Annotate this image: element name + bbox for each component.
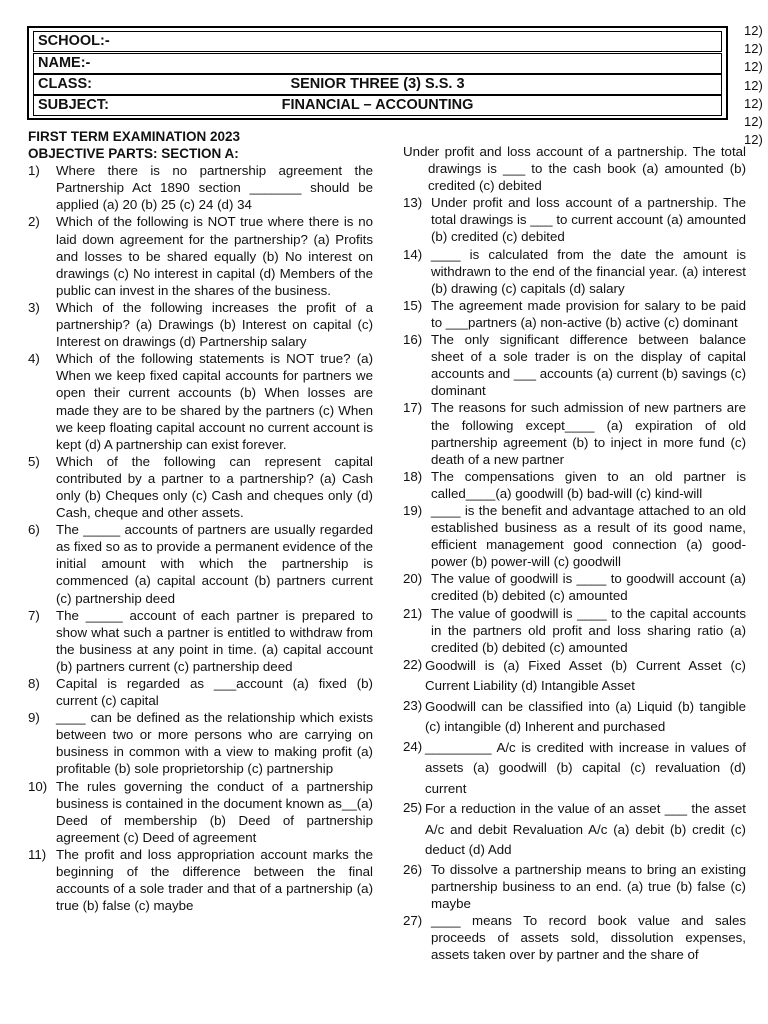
question-number: 24)	[403, 738, 423, 754]
name-row	[33, 53, 722, 74]
question-item	[28, 350, 373, 453]
class-value: SENIOR THREE (3) S.S. 3	[290, 76, 465, 92]
margin-number: 12)	[744, 23, 763, 38]
question-number: 13)	[403, 195, 423, 211]
question-item	[28, 607, 373, 675]
question-item	[403, 570, 746, 604]
question-item	[28, 709, 373, 777]
question-item	[403, 468, 746, 502]
question-item	[403, 799, 746, 861]
question-number: 5)	[28, 453, 40, 469]
name-label: NAME:-	[38, 55, 91, 71]
question-number: 7)	[28, 607, 40, 623]
question-item	[403, 194, 746, 245]
question-text: The value of goodwill is ____ to goodwill account (a) credited (b) debited (c) amounted	[431, 571, 746, 604]
question-text: Goodwill is (a) Fixed Asset (b) Current Asset (c) Current Liability (d) Intangible Asset	[425, 657, 746, 694]
question-item	[403, 246, 746, 297]
exam-header-box	[27, 26, 728, 120]
question-text: Under profit and loss account of a partnership. The total drawings is ___ to current account (a) amounted (b) credited (c) debited	[431, 195, 746, 245]
class-row	[33, 74, 722, 95]
subject-row	[33, 95, 722, 116]
question-text: Which of the following increases the profit of a partnership? (a) Drawings (b) Interest on capital (c) Interest on drawings (d) Partnership salary	[56, 299, 373, 350]
question-item	[28, 778, 373, 846]
question-number: 23)	[403, 697, 423, 713]
question-item	[28, 213, 373, 298]
question-text: ____ is the benefit and advantage attached to an old established business as a result of its good name, efficient management good connection (a) good-power (b) power-will (c) goodwill	[431, 502, 746, 570]
question-number: 10)	[28, 778, 48, 794]
question-number: 4)	[28, 351, 40, 367]
question-text: ____ is calculated from the date the amount is withdrawn to the end of the financial year. (a) interest (b) drawing (c) capitals (d) salary	[431, 246, 746, 296]
margin-number: 12)	[744, 95, 763, 111]
question-number: 20)	[403, 571, 423, 587]
margin-number: 12)	[744, 132, 763, 148]
question-item	[403, 861, 746, 912]
question-text: ____ means To record book value and sales proceeds of assets sold, dissolution expenses, assets taken over by partner and the share of	[431, 913, 746, 963]
question-list-right-b	[403, 656, 746, 861]
question-number: 9)	[28, 710, 40, 726]
margin-number: 12)	[744, 59, 763, 75]
question-item	[28, 299, 373, 350]
question-text: The value of goodwill is ____ to the capital accounts in the partners old profit and loss sharing ratio (a) credited (b) debited (c) amounted	[431, 605, 746, 655]
question-item	[403, 738, 746, 800]
school-row	[33, 31, 722, 52]
question-item	[28, 162, 373, 213]
question-text: The _____ accounts of partners are usually regarded as fixed so as to provide a permanent evidence of the initial amount with which the partnership is commenced (a) capital account (b) partners current (c) partnership deed	[56, 522, 373, 606]
question-number: 14)	[403, 246, 423, 262]
question-number: 19)	[403, 502, 423, 518]
question-number: 1)	[28, 163, 40, 179]
question-number: 21)	[403, 605, 423, 621]
question-item	[28, 675, 373, 709]
question-item	[403, 297, 746, 331]
question-text: Where there is no partnership agreement the Partnership Act 1890 section _______ should be applied (a) 20 (b) 25 (c) 24 (d) 34	[56, 163, 373, 213]
question-item	[403, 399, 746, 467]
question-text: The profit and loss appropriation account marks the beginning of the difference between the final accounts of a sole trader and that of a partnership (a) true (b) false (c) maybe	[56, 846, 373, 914]
margin-number: 12)	[744, 113, 763, 129]
question-list-right-c	[403, 861, 746, 964]
question-number: 8)	[28, 676, 40, 691]
question-text: To dissolve a partnership means to bring an existing partnership business to an end. (a) true (b) false (c) maybe	[431, 861, 746, 911]
subject-label: SUBJECT:	[38, 97, 109, 113]
question-text: The agreement made provision for salary to be paid to ___partners (a) non-active (b) active (c) dominant	[431, 297, 746, 330]
question-item	[403, 697, 746, 738]
question-text: The compensations given to an old partner is called____(a) goodwill (b) bad-will (c) kind-will	[431, 468, 746, 501]
question-list-right	[403, 194, 746, 656]
question-text: The only significant difference between balance sheet of a sole trader is on the display of capital accounts and ___ accounts (a) current (b) savings (c) dominant	[431, 332, 746, 399]
school-label: SCHOOL:-	[38, 33, 110, 49]
question-text: For a reduction in the value of an asset ___ the asset A/c and debit Revaluation A/c (a) debit (b) credit (c) deduct (d) Add	[425, 801, 746, 858]
margin-number: 12)	[744, 77, 763, 93]
question-number: 15)	[403, 297, 423, 313]
question-item	[28, 453, 373, 521]
question-number: 11)	[28, 846, 47, 862]
question-number: 17)	[403, 400, 423, 416]
question-text: Which of the following can represent capital contributed by a partner to a partnership? (a) Cash only (b) Cheques only (c) Cash and cheques only (d) Cash, cheque and other assets.	[56, 453, 373, 521]
question-item	[403, 331, 746, 399]
question-text: Which of the following statements is NOT true? (a) When we keep fixed capital accounts for partners we open their current accounts (b) When losses are made they are to be shared by the partners (c) When we keep floating capital account no current account is kept (d) A partnership can exist forever.	[56, 351, 373, 452]
class-label: CLASS:	[38, 76, 92, 92]
section-title: OBJECTIVE PARTS: SECTION A:	[28, 146, 239, 162]
question-item	[403, 912, 746, 963]
right-column	[403, 143, 746, 963]
question-number: 26)	[403, 861, 423, 877]
question-text: The rules governing the conduct of a partnership business is contained in the document known as__(a) Deed of membership (b) Deed of partnership agreement (c) Deed of agreement	[56, 778, 373, 845]
question-text: ____ can be defined as the relationship which exists between two or more persons who are carrying on business in common with a view to making profit (a) profitable (b) sole proprietorship (c) partnership	[56, 710, 373, 777]
question-number: 27)	[403, 913, 423, 929]
question-text: The _____ account of each partner is prepared to show what such a partner is entitled to withdraw from the business at any point in time. (a) capital account (b) partners current (c) partnership deed	[56, 607, 373, 674]
question-number: 16)	[403, 332, 423, 348]
question-text: _________ A/c is credited with increase in values of assets (a) goodwill (b) capital (c) revaluation (d) current	[425, 739, 746, 796]
margin-number: 12)	[744, 41, 763, 57]
question-list-left	[28, 162, 373, 914]
question-number: 22)	[403, 656, 423, 672]
question-text: Goodwill can be classified into (a) Liquid (b) tangible (c) intangible (d) Inherent and purchased	[425, 698, 746, 735]
question-item	[403, 502, 746, 570]
question-number: 6)	[28, 522, 40, 538]
left-column	[28, 128, 373, 914]
exam-title: FIRST TERM EXAMINATION 2023	[28, 129, 241, 144]
question-number: 2)	[28, 214, 40, 230]
question-text: Which of the following is NOT true where there is no laid down agreement for the partnership? (a) Profits and losses to be shared equally (b) No interest on drawings (c) No interest in capital (d) Members of the public can invest in the shares of the business.	[56, 214, 373, 298]
question-item	[403, 605, 746, 656]
question-number: 3)	[28, 299, 40, 315]
question-text: Capital is regarded as ___account (a) fixed (b) current (c) capital	[56, 676, 373, 709]
subject-value: FINANCIAL – ACCOUNTING	[281, 97, 474, 113]
question-number: 25)	[403, 800, 423, 816]
question-item	[28, 521, 373, 606]
question-12-continued: Under profit and loss account of a partnership. The total drawings is ___ to the cash book (a) amounted (b) credited (c) debited	[403, 144, 746, 194]
question-number: 18)	[403, 468, 423, 484]
question-item	[28, 846, 373, 914]
question-item	[403, 656, 746, 697]
question-text: The reasons for such admission of new partners are the following except____ (a) expiration of old partnership agreement (b) to inject in more fund (c) death of a new partner	[431, 400, 746, 467]
margin-numbers	[744, 22, 763, 149]
